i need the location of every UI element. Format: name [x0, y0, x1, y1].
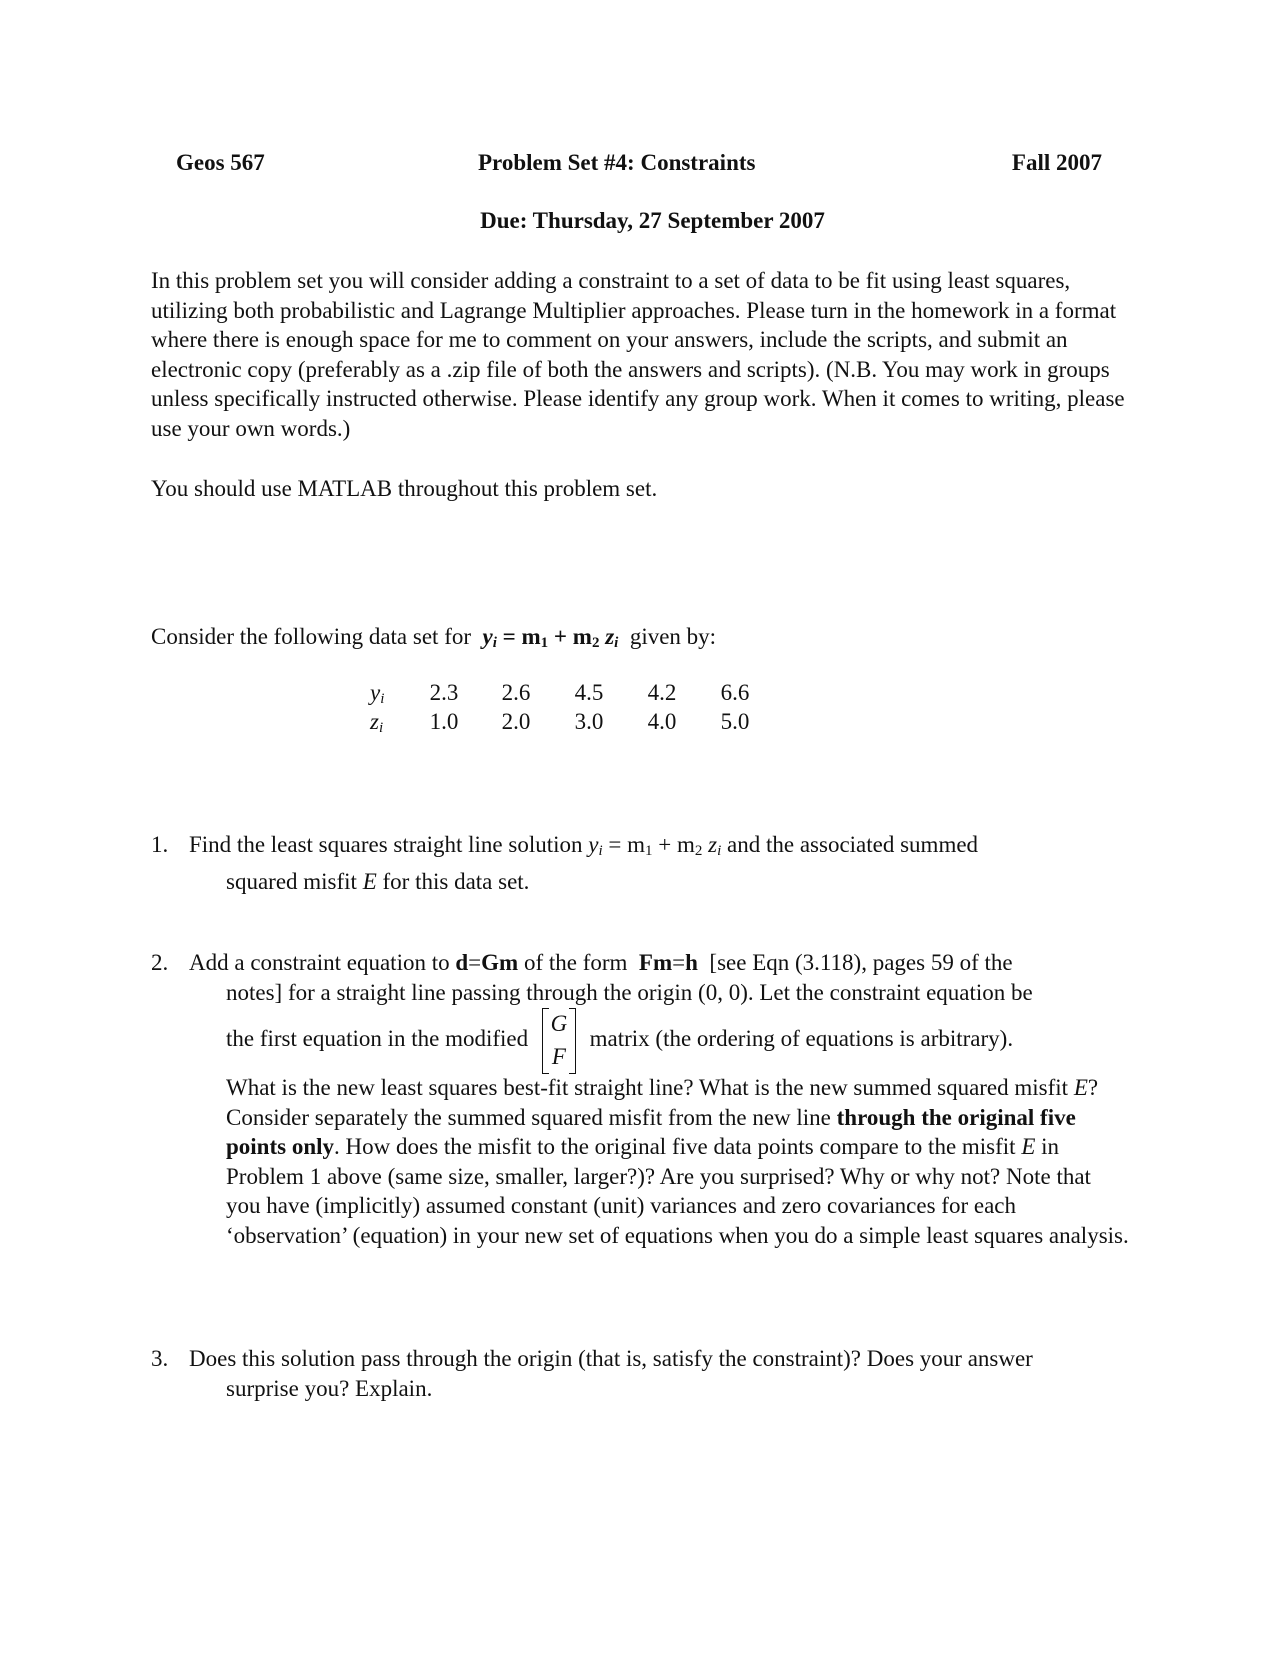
- due-date: Due: Thursday, 27 September 2007: [480, 208, 825, 233]
- table-cell: 4.0: [647, 709, 677, 734]
- problem-text: Does this solution pass through the origin (that is, satisfy the constraint)? Does your answer surprise you? Explain.: [189, 1346, 1033, 1401]
- problem-text: Find the least squares straight line solution $y_i = m_1 + m_2$ $z_i$ and the associated summed squared misfit E for this data set.: [189, 832, 979, 894]
- table-cell: 3.0: [574, 709, 604, 734]
- matlab-note: You should use MATLAB throughout this problem set.: [151, 476, 658, 501]
- data-table: [370, 678, 810, 736]
- table-cell: 1.0: [429, 709, 459, 734]
- problem-number: 3.: [151, 1346, 169, 1371]
- table-cell: 2.6: [501, 680, 531, 705]
- table-cell: 5.0: [720, 709, 750, 734]
- gf-matrix: G F: [542, 1008, 576, 1074]
- row-label: $z_i$: [370, 709, 384, 736]
- table-cell: 6.6: [720, 680, 750, 705]
- problem-number: 2.: [151, 950, 169, 975]
- model-equation: $y_i = m_1 + m_2$ $z_i$: [482, 624, 619, 651]
- data-set-intro-suffix: given by:: [629, 624, 717, 649]
- document-header: [176, 150, 1102, 184]
- data-set-intro: [151, 622, 1131, 659]
- problem-number: 1.: [151, 832, 169, 857]
- term-label: Fall 2007: [1011, 150, 1102, 175]
- row-label: $y_i$: [370, 680, 385, 707]
- table-cell: 4.5: [574, 680, 604, 705]
- course-name: Geos 567: [176, 150, 265, 175]
- problem-text: Add a constraint equation to d=Gm of the form Fm=h [see Eqn (3.118), pages 59 of the notes] for a straight line passing through the origin (0, 0). Let the constraint equation be the first equation in the modified G F matrix (the ordering of equations is arbitrary). What is the new least squares best-fit straight line? What is the new summed squared misfit E? Consider separately the summed squared misfit from the new line through the original five points only. How does the misfit to the original five data points compare to the misfit E in Problem 1 above (same size, smaller, larger?)? Are you surprised? Why or why not? Note that you have (implicitly) assumed constant (unit) variances and zero covariances for each ‘observation’ (equation) in your new set of equations when you do a simple least squares analysis.: [189, 950, 1129, 1248]
- table-cell: 4.2: [647, 680, 677, 705]
- data-set-intro-prefix: Consider the following data set for: [151, 624, 472, 649]
- table-row: [370, 707, 810, 736]
- table-row: [370, 678, 810, 707]
- table-cell: 2.0: [501, 709, 531, 734]
- document-title: Problem Set #4: Constraints: [478, 150, 756, 175]
- table-cell: 2.3: [429, 680, 459, 705]
- intro-paragraph: In this problem set you will consider adding a constraint to a set of data to be fit using least squares, utilizing both probabilistic and Lagrange Multiplier approaches. Please turn in the homework in a format where there is enough space for me to comment on your answers, include the scripts, and submit an electronic copy (preferably as a .zip file of both the answers and scripts). (N.B. You may work in groups unless specifically instructed otherwise. Please identify any group work. When it comes to writing, please use your own words.): [151, 268, 1125, 441]
